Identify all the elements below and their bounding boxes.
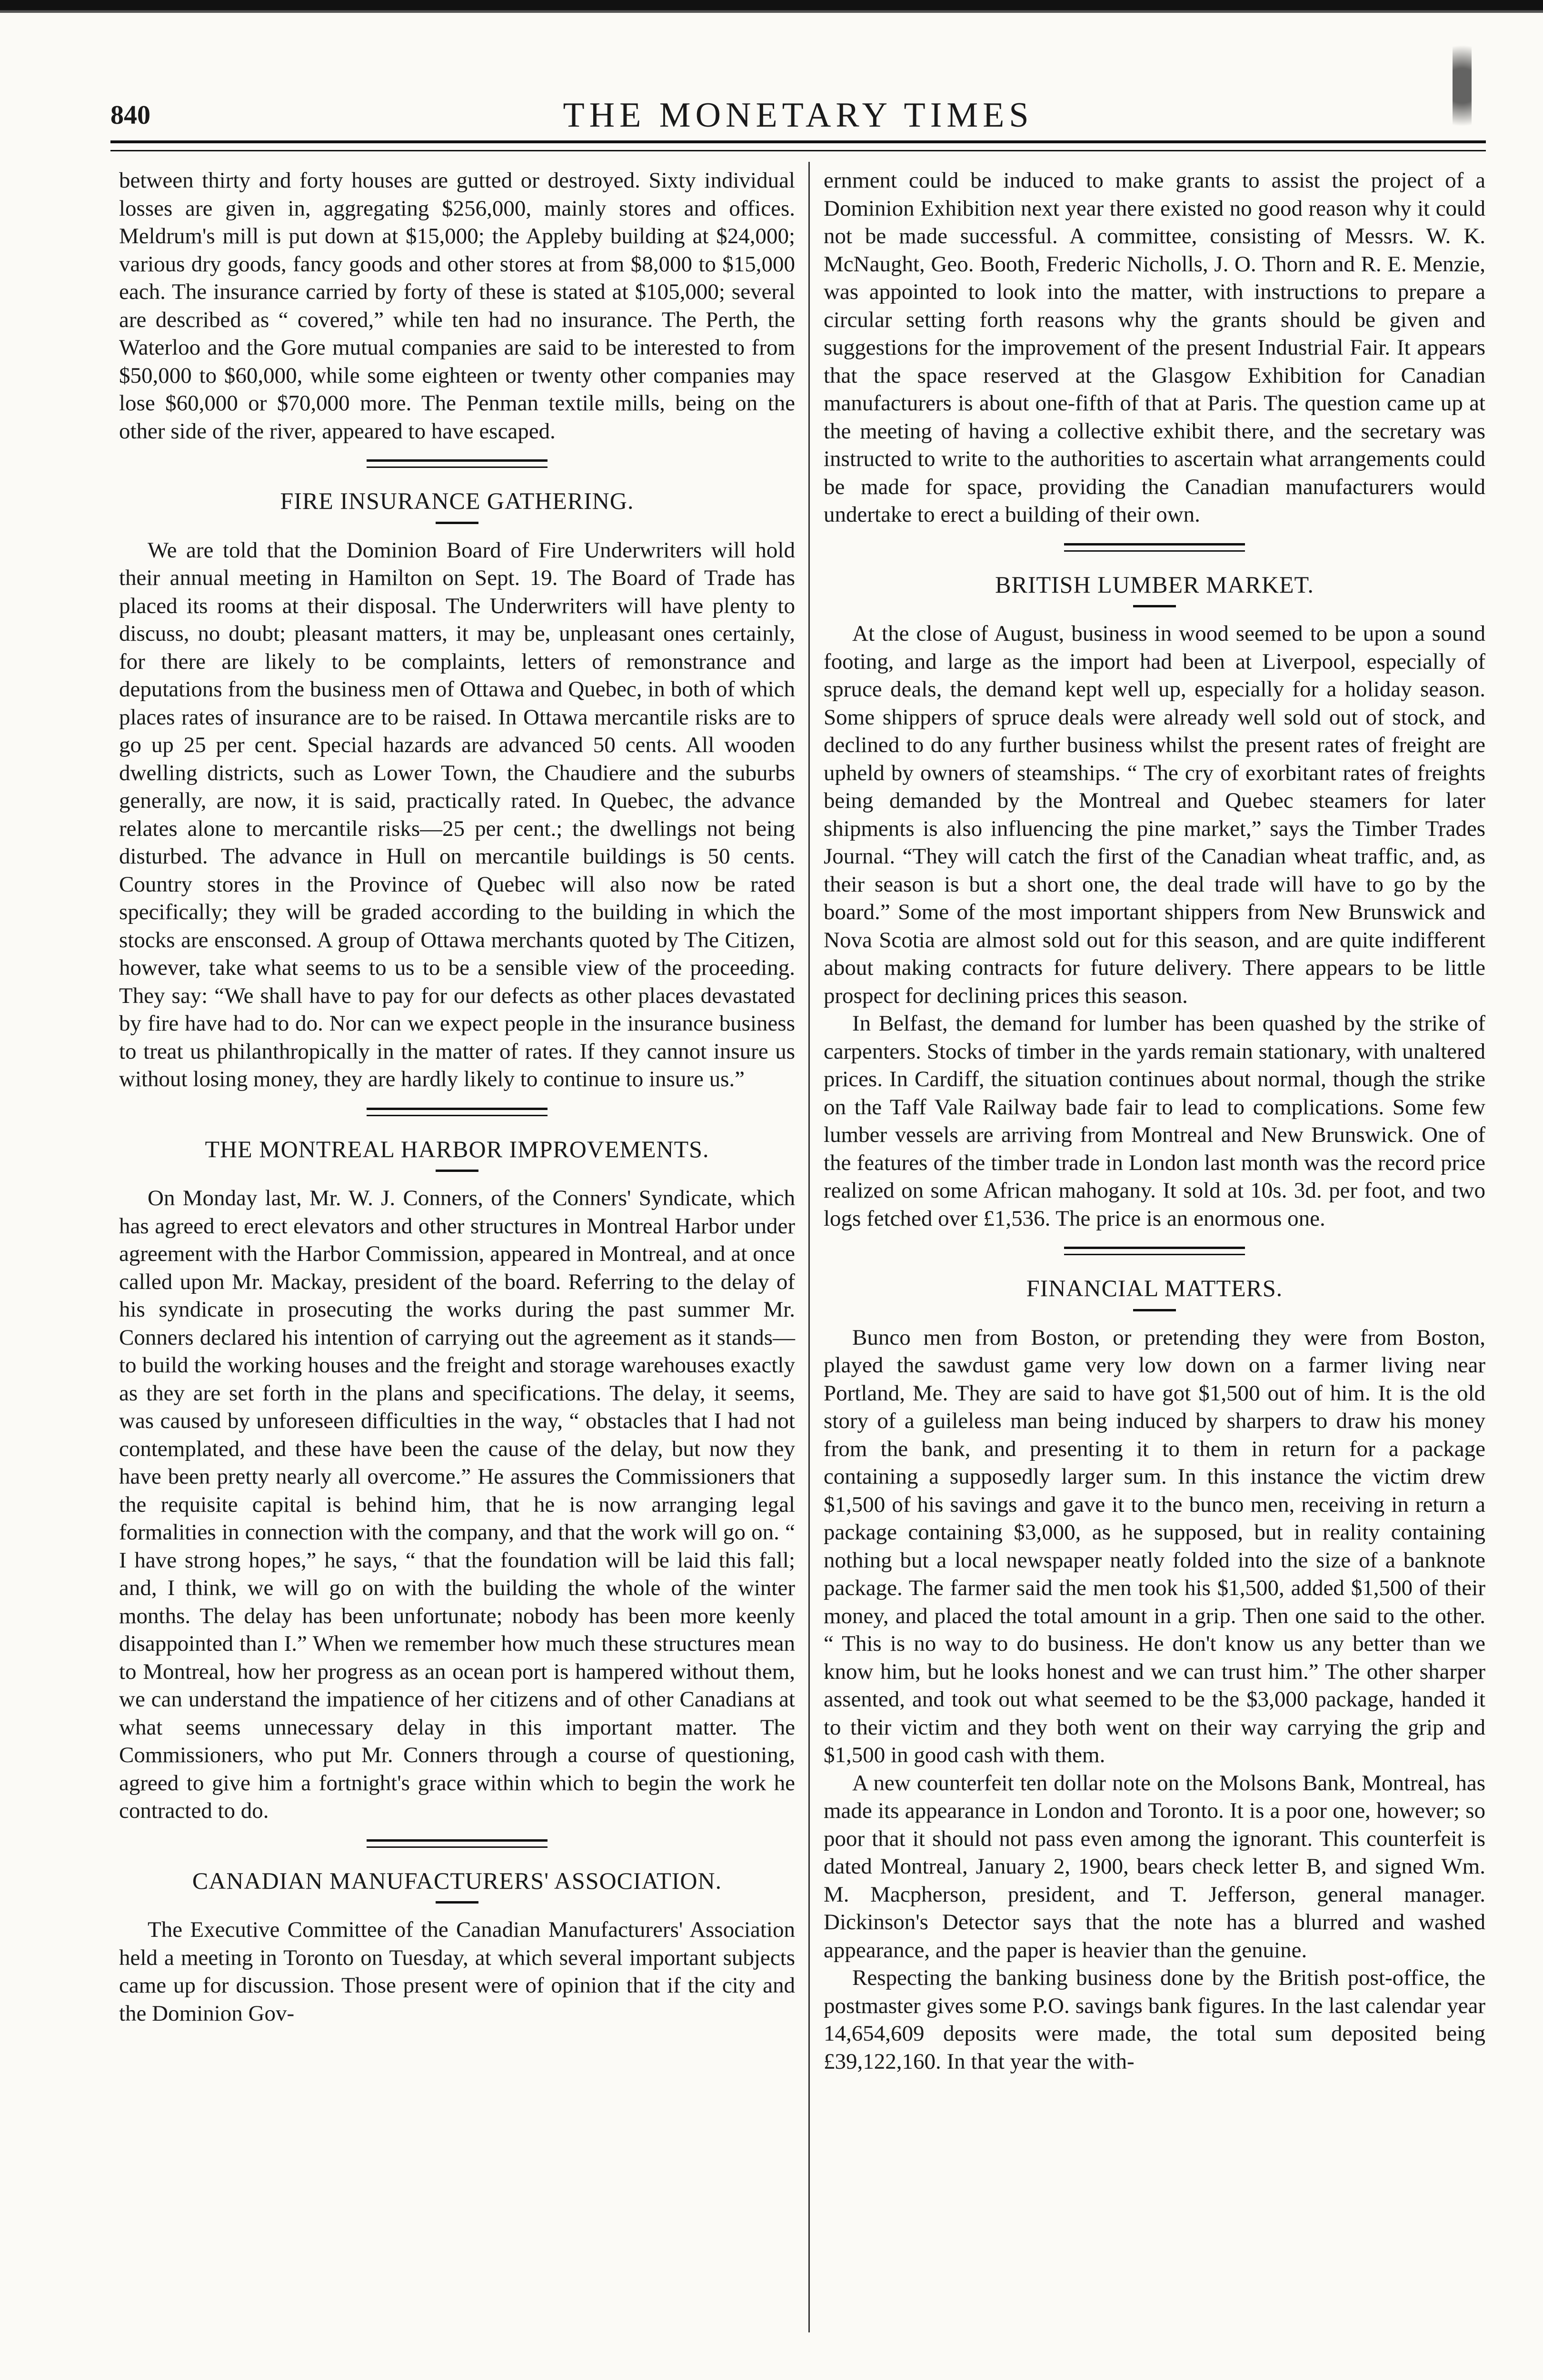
heading-underline [436, 522, 478, 524]
heading-montreal-harbor: THE MONTREAL HARBOR IMPROVEMENTS. [205, 1135, 709, 1162]
article-continuation-fire-losses: between thirty and forty houses are gutted or destroyed. Sixty individual losses are given in, aggregating $256,000, mainly stores and offices. Meldrum's mill is put down at $15,000; the Appleby building at $24,000; various dry goods, fancy goods and other stores at from $8,000 to $15,000 each. The insurance carried by forty of these is stated at $105,000; several are described as “ covered,” while ten had no insurance. The Perth, the Waterloo and the Gore mutual companies are said to be interested to from $50,000 to $60,000, while some eighteen or twenty other companies may lose $60,000 or $70,000 more. The Penman textile mills, being on the other side of the river, appeared to have escaped. [119, 168, 795, 444]
top-border-rule [0, 0, 1543, 17]
page-number: 840 [110, 100, 150, 130]
column-divider [808, 162, 810, 2332]
header-rule [110, 140, 1486, 151]
heading-fire-insurance: FIRE INSURANCE GATHERING. [280, 487, 634, 514]
publication-title: THE MONETARY TIMES [563, 96, 1034, 135]
heading-underline [436, 1901, 478, 1904]
heading-underline [1133, 605, 1176, 607]
page-header [110, 90, 1486, 143]
heading-manufacturers: CANADIAN MANUFACTURERS' ASSOCIATION. [192, 1867, 722, 1894]
section-rule [367, 1108, 548, 1116]
section-rule [1064, 543, 1245, 552]
heading-underline [436, 1170, 478, 1172]
article-lumber-paragraph-2: In Belfast, the demand for lumber has been quashed by the strike of carpenters. Stocks of timber in the yards remain stationary, with unaltered prices. In Cardiff, the situation continues about normal, though the strike on the Taff Vale Railway bade fair to lead to complications. Some few lumber vessels are arriving from Montreal and New Brunswick. One of the features of the timber trade in London last month was the record price realized on some African mahogany. It sold at 10s. 3d. per foot, and two logs fetched over £1,536. The price is an enormous one. [824, 1011, 1485, 1231]
right-column [824, 167, 1485, 2075]
left-column [119, 167, 795, 2027]
heading-financial-matters: FINANCIAL MATTERS. [1026, 1275, 1283, 1301]
section-rule [367, 1839, 548, 1848]
article-financial-paragraph-3: Respecting the banking business done by the British post-office, the postmaster gives some P.O. savings bank figures. In the last calendar year 14,654,609 deposits were made, the total sum deposited being £39,122,160. In that year the with- [824, 1965, 1485, 2074]
article-montreal-harbor: On Monday last, Mr. W. J. Conners, of the Conners' Syndicate, which has agreed to erect elevators and other structures in Montreal Harbor under agreement with the Harbor Commission, appeared in Montreal, and at once called upon Mr. Mackay, president of the board. Referring to the delay of his syndicate in prosecuting the works during the past summer Mr. Conners declared his intention of carrying out the agreement as it stands—to build the working houses and the freight and storage warehouses exactly as they are set forth in the plans and specifications. The delay, it seems, was caused by unforeseen difficulties in the way, “ obstacles that I had not contemplated, and these have been the cause of the delay, but now they have been pretty nearly all overcome.” He assures the Commissioners that the requisite capital is behind him, that he is now arranging legal formalities in connection with the company, and that the work will go on. “ I have strong hopes,” he says, “ that the foundation will be laid this fall; and, I think, we will go on with the building the whole of the winter months. The delay has been unfortunate; nobody has been more keenly disappointed than I.” When we remember how much these structures mean to Montreal, how her progress as an ocean port is hampered without them, we can understand the impatience of her citizens and of other Canadians at what seems unnecessary delay in this important matter. The Commissioners, who put Mr. Conners through a course of questioning, agreed to give him a fortnight's grace within which to begin the work he contracted to do. [119, 1186, 795, 1823]
article-manufacturers-continued: ernment could be induced to make grants to assist the project of a Dominion Exhibition next year there existed no good reason why it could not be made successful. A committee, consisting of Messrs. W. K. McNaught, Geo. Booth, Frederic Nicholls, J. O. Thorn and R. E. Menzie, was appointed to look into the matter, with instructions to prepare a circular setting forth reasons why the grants should be given and suggestions for the improvement of the present Industrial Fair. It appears that the space reserved at the Glasgow Exhibition for Canadian manufacturers is about one-fifth of that at Paris. The question came up at the meeting of having a collective exhibit there, and the secretary was instructed to write to the authorities to ascertain what arrangements could be made for space, providing the Canadian manufacturers would undertake to erect a building of their own. [824, 168, 1485, 527]
heading-underline [1133, 1309, 1176, 1311]
article-financial-paragraph-2: A new counterfeit ten dollar note on the Molsons Bank, Montreal, has made its appearance in London and Toronto. It is a poor one, however; so poor that it should not pass even among the ignorant. This counterfeit is dated Montreal, January 2, 1900, bears check letter B, and signed Wm. M. Macpherson, president, and T. Jefferson, general manager. Dickinson's Detector says that the note has a blurred and washed appearance, and the paper is heavier than the genuine. [824, 1770, 1485, 1963]
article-fire-insurance: We are told that the Dominion Board of Fire Underwriters will hold their annual meeting in Hamilton on Sept. 19. The Board of Trade has placed its rooms at their disposal. The Underwriters will have plenty to discuss, no doubt; pleasant matters, it may be, unpleasant ones certainly, for there are likely to be complaints, letters of remonstrance and deputations from the business men of Ottawa and Quebec, in both of which places rates of insurance are to be raised. In Ottawa mercantile risks are to go up 25 per cent. Special hazards are advanced 50 cents. All wooden dwelling districts, such as Lower Town, the Chaudiere and the suburbs generally, are now, it is said, practically rated. In Quebec, the advance relates alone to mercantile risks—25 per cent.; the dwellings not being disturbed. The advance in Hull on mercantile buildings is 50 cents. Country stores in the Province of Quebec will also now be rated specifically; they will be graded according to the building in which the stocks are ensconsed. A group of Ottawa merchants quoted by The Citizen, however, take what seems to us to be a sensible view of the proceeding. They say: “We shall have to pay for our defects as other places devastated by fire have had to do. Nor can we expect people in the insurance business to treat us philanthropically in the matter of rates. If they cannot insure us without losing money, they are hardly likely to continue to insure us.” [119, 537, 795, 1091]
article-manufacturers: The Executive Committee of the Canadian Manufacturers' Association held a meeting in Toronto on Tuesday, at which several important subjects came up for discussion. Those present were of opinion that if the city and the Dominion Gov- [119, 1917, 795, 2026]
heading-british-lumber: BRITISH LUMBER MARKET. [995, 571, 1314, 598]
section-rule [367, 459, 548, 468]
article-lumber-paragraph-1: At the close of August, business in wood seemed to be upon a sound footing, and large as the import had been at Liverpool, especially of spruce deals, the demand kept well up, especially for a holiday season. Some shippers of spruce deals were already well sold out of stock, and declined to do any further business whilst the present rates of freight are upheld by owners of steamships. “ The cry of exorbitant rates of freights being demanded by the Montreal and Quebec steamers for later shipments is also influencing the pine market,” says the Timber Trades Journal. “They will catch the first of the Canadian wheat traffic, and, as their season is but a short one, the deal trade will have to go by the board.” Some of the most important shippers from New Brunswick and Nova Scotia are almost sold out for this season, and are quite indifferent about making contracts for future delivery. There appears to be little prospect for declining prices this season. [824, 621, 1485, 1008]
section-rule [1064, 1247, 1245, 1255]
article-financial-paragraph-1: Bunco men from Boston, or pretending they were from Boston, played the sawdust game very low down on a farmer living near Portland, Me. They are said to have got $1,500 out of him. It is the old story of a guileless man being induced by sharpers to draw his money from the bank, and presenting it to them in return for a package containing a supposedly larger sum. In this instance the victim drew $1,500 of his savings and gave it to the bunco men, receiving in return a package containing $3,000, as he supposed, but in reality containing nothing but a local newspaper neatly folded into the size of a banknote package. The farmer said the men took his $1,500, added $1,500 of their money, and placed the total amount in a grip. Then one said to the other. “ This is no way to do business. He don't know us any better than we know him, but he looks honest and we can trust him.” The other sharper assented, and took out what seemed to be the $3,000 package, handed it to their victim and they both went on their way carrying the grip and $1,500 in good cash with them. [824, 1325, 1485, 1767]
